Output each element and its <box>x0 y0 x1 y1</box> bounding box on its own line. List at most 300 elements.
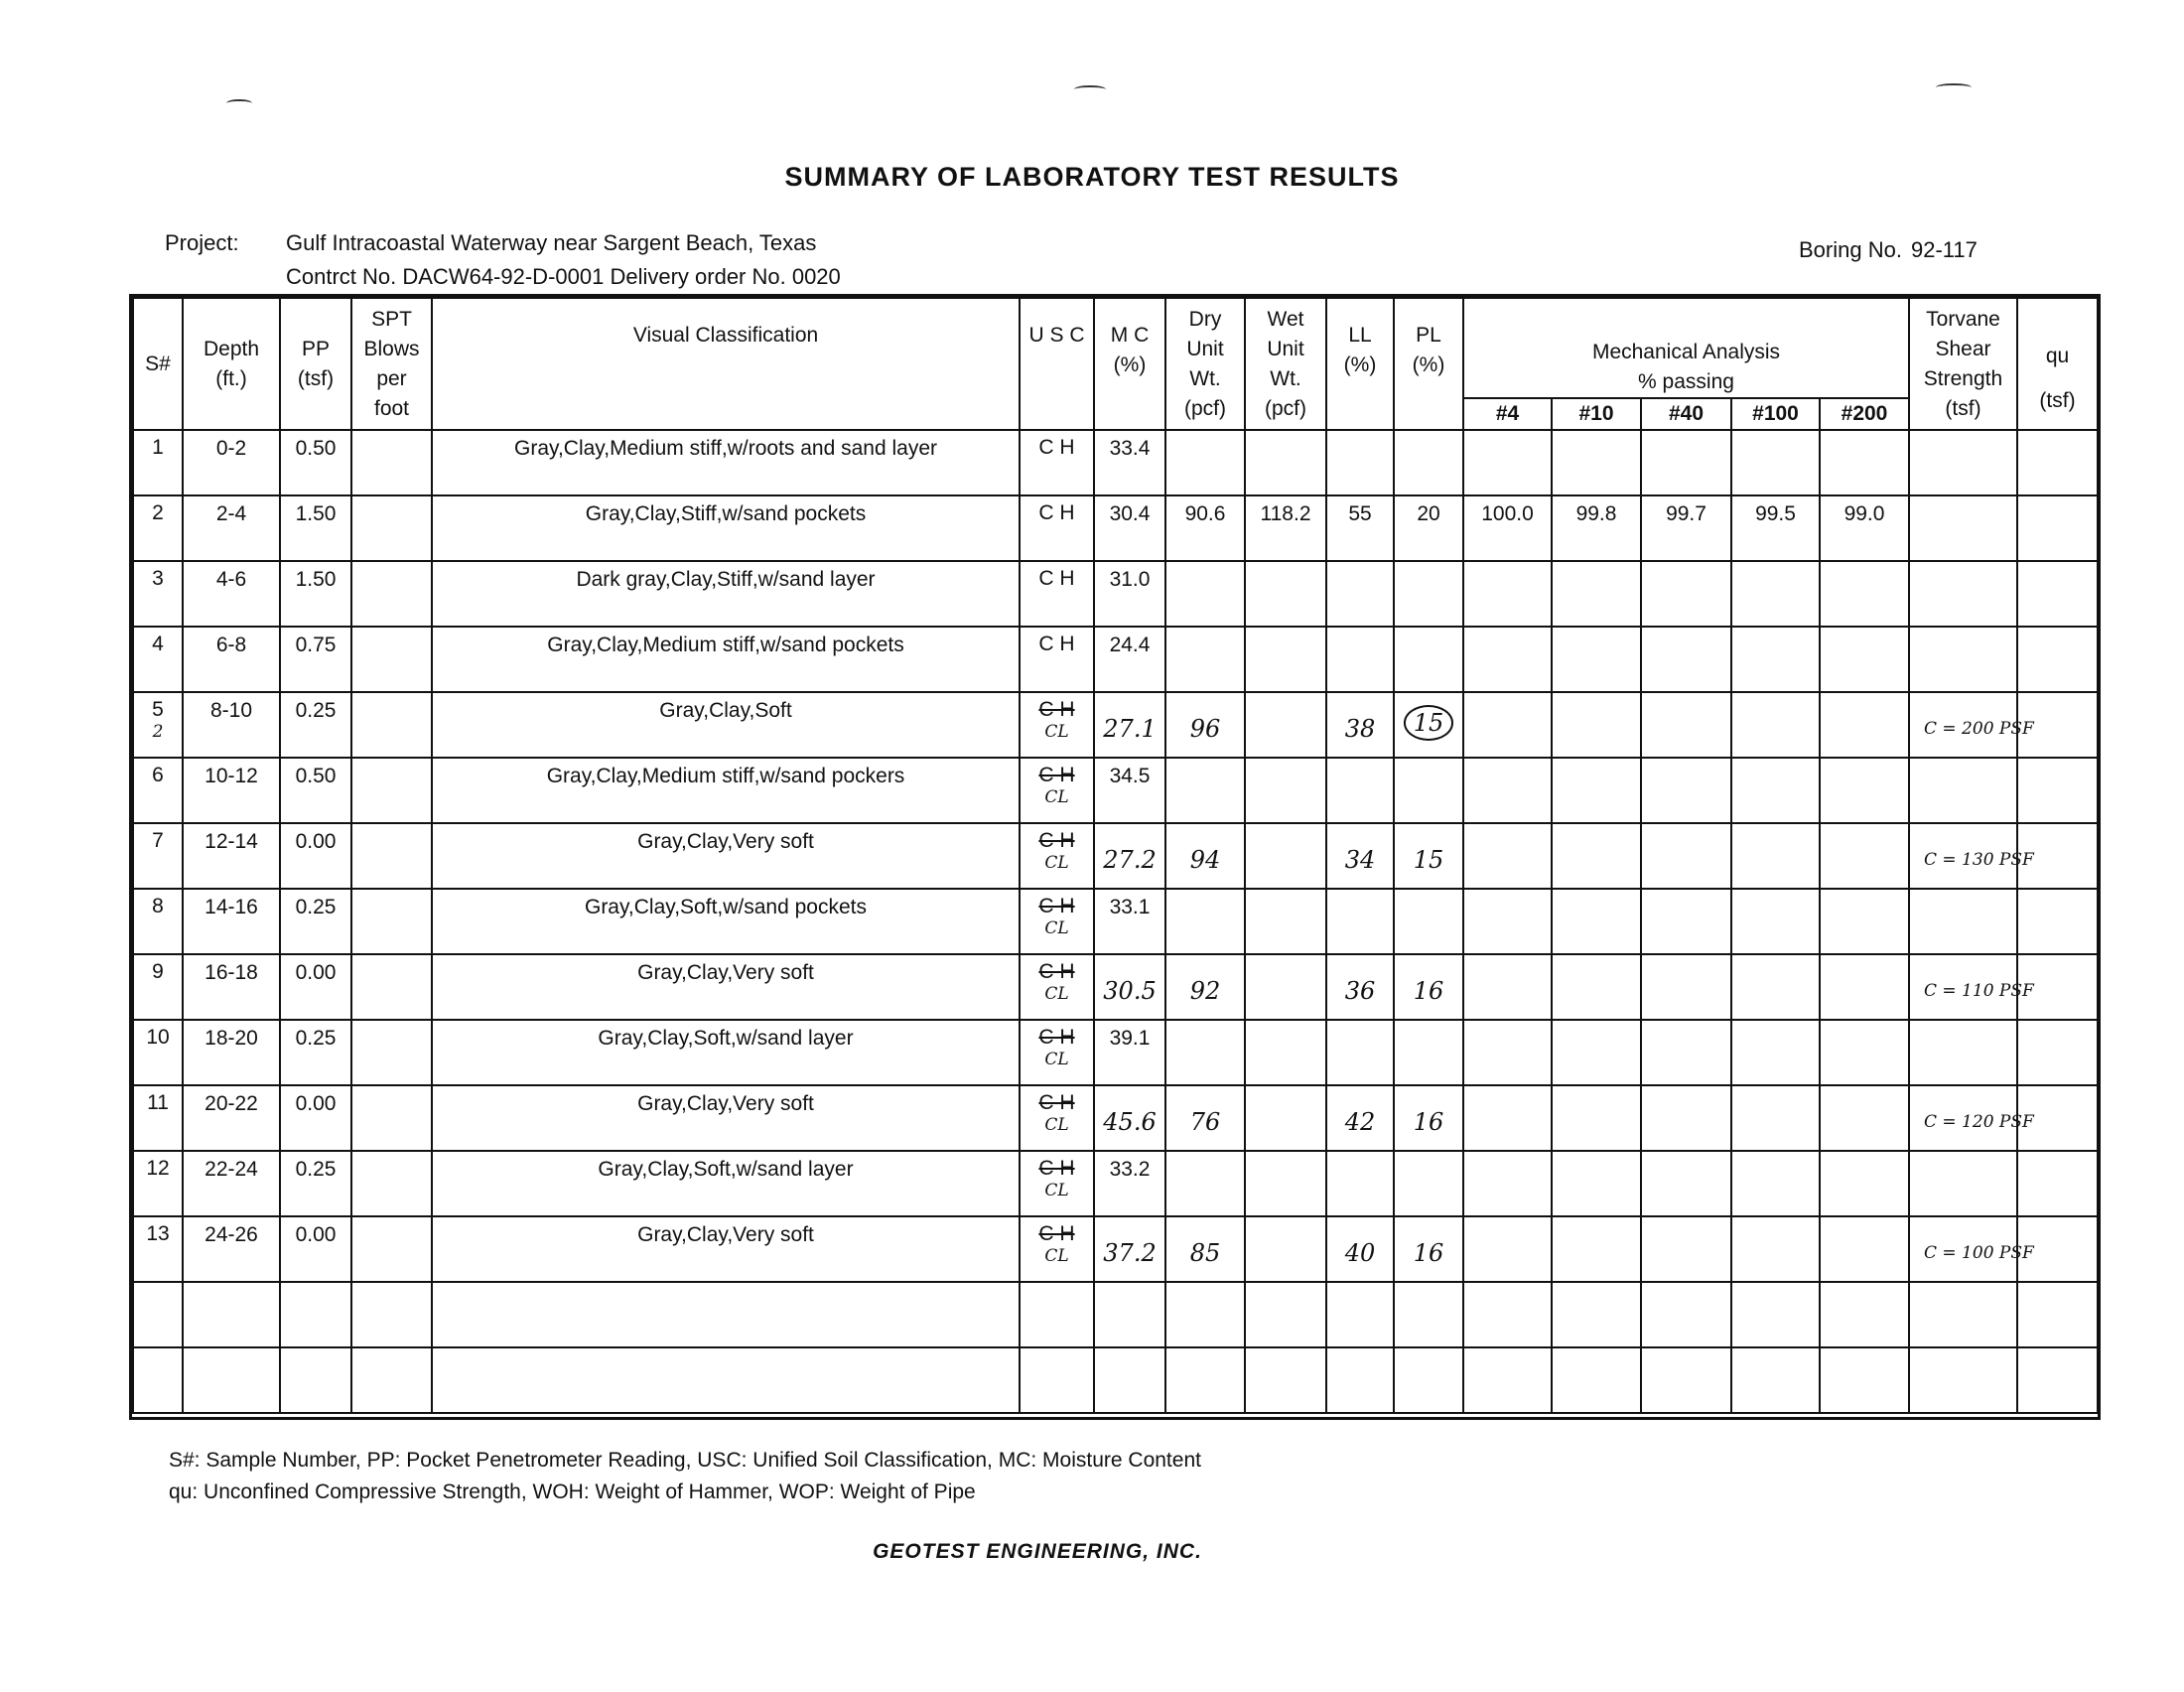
cell-dry-unit-wt <box>1165 430 1245 495</box>
empty-cell <box>183 1347 280 1413</box>
cell-torvane <box>1909 1085 2034 1151</box>
cell-mc <box>1094 954 1165 1020</box>
cell-usc <box>1020 889 1094 954</box>
cell-sample-number <box>133 1020 183 1085</box>
scan-mark <box>1936 83 1972 91</box>
cell-qu <box>2017 430 2098 495</box>
cell-sieve <box>1731 1085 1820 1151</box>
cell-sieve <box>1820 627 1909 692</box>
cell-pp-value: 0.25 <box>295 1027 337 1050</box>
usc-handwritten: CL <box>1044 984 1069 1004</box>
sieve-value: 99.7 <box>1666 502 1706 525</box>
cell-visual-classification <box>432 823 1020 889</box>
cell-mc-value: 45.6 <box>1103 1108 1157 1136</box>
footnote-line-1: S#: Sample Number, PP: Pocket Penetrometer Reading, USC: Unified Soil Classification, MC: Moisture Content <box>169 1449 1201 1472</box>
cell-pp-value: 1.50 <box>295 568 337 591</box>
usc-value: C H <box>1038 436 1075 459</box>
table-row <box>133 627 2098 692</box>
cell-pl <box>1394 561 1463 627</box>
cell-usc <box>1020 954 1094 1020</box>
usc-value: C H <box>1038 764 1075 786</box>
cell-wet-unit-wt <box>1245 627 1326 692</box>
cell-ll <box>1326 627 1394 692</box>
cell-usc <box>1020 758 1094 823</box>
cell-dry-unit-wt <box>1165 1020 1245 1085</box>
visual-classification-text: Gray,Clay,Soft,w/sand layer <box>598 1158 854 1181</box>
cell-mc-value: 30.5 <box>1103 977 1157 1005</box>
cell-ll <box>1326 692 1394 758</box>
cell-pp <box>280 692 351 758</box>
cell-mc-value: 27.1 <box>1103 715 1157 743</box>
cell-depth-value: 6-8 <box>215 634 247 656</box>
cell-torvane <box>1909 889 2017 954</box>
cell-pl-value: 15 <box>1404 705 1454 741</box>
cell-qu <box>2017 627 2098 692</box>
results-table <box>132 297 2099 1414</box>
cell-dry-unit-wt <box>1165 889 1245 954</box>
col-header-mechanical-analysis: Mechanical Analysis % passing <box>1463 298 1909 398</box>
cell-torvane <box>1909 627 2017 692</box>
cell-wet-unit-wt <box>1245 889 1326 954</box>
cell-sieve <box>1641 627 1731 692</box>
cell-depth-value: 8-10 <box>209 699 253 722</box>
sample-number: 8 <box>152 895 164 917</box>
cell-sieve <box>1641 495 1731 561</box>
cell-pp <box>280 954 351 1020</box>
cell-ll-value: 40 <box>1344 1239 1376 1267</box>
usc-handwritten: CL <box>1044 722 1069 742</box>
cell-visual-classification <box>432 561 1020 627</box>
cell-sieve <box>1820 954 1909 1020</box>
cell-wet-unit-wt <box>1245 495 1326 561</box>
visual-classification-text: Gray,Clay,Very soft <box>637 1092 814 1115</box>
cell-wet-unit-wt <box>1245 692 1326 758</box>
col-header-sieve-100: #100 <box>1731 398 1820 430</box>
cell-usc <box>1020 430 1094 495</box>
cell-pl <box>1394 1020 1463 1085</box>
cell-pp-value: 1.50 <box>295 502 337 525</box>
sample-number: 9 <box>152 960 164 983</box>
usc-value: C H <box>1038 895 1075 917</box>
empty-cell <box>1326 1282 1394 1347</box>
cell-dry-unit-wt-value: 76 <box>1189 1108 1221 1136</box>
torvane-handwritten: C = 110 PSF <box>1924 981 2034 1001</box>
usc-value: C H <box>1038 960 1075 983</box>
cell-usc <box>1020 561 1094 627</box>
scan-mark <box>1074 85 1106 93</box>
cell-pp <box>280 561 351 627</box>
usc-stack <box>1021 961 1093 1005</box>
cell-sample-number <box>133 561 183 627</box>
cell-visual-classification <box>432 430 1020 495</box>
cell-visual-classification <box>432 1085 1020 1151</box>
cell-wet-unit-wt <box>1245 430 1326 495</box>
col-header-qu: qu (tsf) <box>2017 298 2098 430</box>
table-row <box>133 1151 2098 1216</box>
empty-cell <box>1909 1282 2017 1347</box>
cell-sample-number <box>133 889 183 954</box>
cell-depth <box>183 1085 280 1151</box>
col-header-sieve-200: #200 <box>1820 398 1909 430</box>
empty-cell <box>1463 1282 1552 1347</box>
cell-mc-value: 34.5 <box>1109 765 1151 787</box>
cell-sieve <box>1641 430 1731 495</box>
usc-handwritten: CL <box>1044 1246 1069 1266</box>
cell-wet-unit-wt <box>1245 1151 1326 1216</box>
cell-sample-number <box>133 1151 183 1216</box>
cell-dry-unit-wt <box>1165 692 1245 758</box>
empty-cell <box>1394 1347 1463 1413</box>
boring-number: 92-117 <box>1911 237 1978 262</box>
cell-sample-number <box>133 954 183 1020</box>
empty-cell <box>432 1347 1020 1413</box>
empty-cell <box>1820 1347 1909 1413</box>
cell-spt <box>351 495 432 561</box>
cell-pp <box>280 495 351 561</box>
empty-cell <box>1020 1347 1094 1413</box>
cell-sieve <box>1731 430 1820 495</box>
cell-mc <box>1094 1020 1165 1085</box>
cell-depth-value: 0-2 <box>215 437 247 460</box>
usc-stack <box>1021 1158 1093 1201</box>
cell-usc <box>1020 1020 1094 1085</box>
cell-torvane <box>1909 561 2017 627</box>
usc-stack <box>1021 765 1093 808</box>
empty-cell <box>1552 1282 1641 1347</box>
sample-number: 4 <box>152 633 164 655</box>
cell-pp <box>280 1151 351 1216</box>
sample-number: 3 <box>152 567 164 590</box>
page-title: SUMMARY OF LABORATORY TEST RESULTS <box>784 162 1400 192</box>
cell-sieve <box>1820 1216 1909 1282</box>
cell-pp-value: 0.50 <box>295 437 337 460</box>
cell-pp-value: 0.00 <box>295 1223 337 1246</box>
usc-handwritten: CL <box>1044 853 1069 873</box>
cell-sample-number <box>133 692 183 758</box>
cell-spt <box>351 758 432 823</box>
cell-pp <box>280 823 351 889</box>
cell-sieve <box>1641 823 1731 889</box>
cell-dry-unit-wt <box>1165 954 1245 1020</box>
cell-mc-value: 37.2 <box>1103 1239 1157 1267</box>
cell-visual-classification <box>432 627 1020 692</box>
cell-pl <box>1394 495 1463 561</box>
sample-number: 1 <box>152 436 164 459</box>
usc-value: C H <box>1038 1157 1075 1180</box>
cell-qu <box>2017 495 2098 561</box>
empty-cell <box>1245 1347 1326 1413</box>
empty-cell <box>280 1282 351 1347</box>
table-row <box>133 1216 2098 1282</box>
cell-qu <box>2017 758 2098 823</box>
boring-label: Boring No. <box>1799 237 1902 262</box>
empty-cell <box>432 1282 1020 1347</box>
cell-spt <box>351 954 432 1020</box>
cell-sieve <box>1463 1020 1552 1085</box>
cell-usc <box>1020 627 1094 692</box>
cell-pp <box>280 889 351 954</box>
cell-dry-unit-wt-value: 92 <box>1189 977 1221 1005</box>
empty-cell <box>280 1347 351 1413</box>
cell-spt <box>351 889 432 954</box>
sample-number: 6 <box>152 764 164 786</box>
sample-number: 2 <box>152 501 164 524</box>
cell-pp-value: 0.25 <box>295 699 337 722</box>
table-row <box>133 1020 2098 1085</box>
cell-mc <box>1094 1216 1165 1282</box>
cell-usc <box>1020 1151 1094 1216</box>
col-header-pl: PL (%) <box>1394 298 1463 430</box>
cell-usc <box>1020 495 1094 561</box>
cell-wet-unit-wt <box>1245 1020 1326 1085</box>
cell-sample-number <box>133 495 183 561</box>
cell-pl-value: 16 <box>1413 1239 1444 1267</box>
cell-sample-number <box>133 1085 183 1151</box>
cell-sieve <box>1641 758 1731 823</box>
table-row <box>133 1085 2098 1151</box>
cell-ll <box>1326 823 1394 889</box>
empty-cell <box>351 1347 432 1413</box>
cell-dry-unit-wt <box>1165 1151 1245 1216</box>
visual-classification-text: Gray,Clay,Soft,w/sand pockets <box>584 896 867 918</box>
cell-sample-number <box>133 430 183 495</box>
cell-ll-value: 34 <box>1344 846 1376 874</box>
cell-depth <box>183 627 280 692</box>
empty-cell <box>1020 1282 1094 1347</box>
cell-pp <box>280 758 351 823</box>
col-header-sieve-40: #40 <box>1641 398 1731 430</box>
cell-sample-number <box>133 627 183 692</box>
cell-sieve <box>1552 1020 1641 1085</box>
cell-depth-value: 2-4 <box>215 502 247 525</box>
cell-mc-value: 33.4 <box>1109 437 1151 460</box>
usc-value: C H <box>1038 567 1075 590</box>
usc-stack <box>1021 568 1093 590</box>
cell-sieve <box>1463 692 1552 758</box>
cell-wet-unit-wt <box>1245 1085 1326 1151</box>
cell-torvane <box>1909 495 2017 561</box>
cell-dry-unit-wt <box>1165 561 1245 627</box>
cell-sieve <box>1552 954 1641 1020</box>
cell-depth <box>183 1020 280 1085</box>
cell-visual-classification <box>432 758 1020 823</box>
cell-mc <box>1094 561 1165 627</box>
cell-dry-unit-wt <box>1165 758 1245 823</box>
company-name: GEOTEST ENGINEERING, INC. <box>873 1540 1202 1563</box>
cell-sieve <box>1552 823 1641 889</box>
empty-cell <box>133 1347 183 1413</box>
cell-usc <box>1020 1085 1094 1151</box>
usc-stack <box>1021 1223 1093 1267</box>
cell-spt <box>351 692 432 758</box>
cell-mc <box>1094 627 1165 692</box>
cell-sieve <box>1463 430 1552 495</box>
cell-sieve <box>1731 1020 1820 1085</box>
cell-dry-unit-wt-value: 94 <box>1189 846 1221 874</box>
cell-dry-unit-wt-value: 85 <box>1189 1239 1221 1267</box>
cell-sieve <box>1641 1020 1731 1085</box>
cell-sieve <box>1463 1151 1552 1216</box>
cell-sieve <box>1731 758 1820 823</box>
sample-number: 10 <box>146 1026 170 1049</box>
cell-mc-value: 33.2 <box>1109 1158 1151 1181</box>
cell-sieve <box>1731 954 1820 1020</box>
cell-pp-value: 0.25 <box>295 896 337 918</box>
cell-visual-classification <box>432 1151 1020 1216</box>
cell-pl <box>1394 954 1463 1020</box>
cell-sieve <box>1641 954 1731 1020</box>
cell-sieve <box>1731 692 1820 758</box>
cell-mc <box>1094 758 1165 823</box>
cell-sieve <box>1820 758 1909 823</box>
cell-pl-value: 15 <box>1413 846 1444 874</box>
cell-sample-number <box>133 758 183 823</box>
cell-mc <box>1094 1151 1165 1216</box>
table-row <box>133 561 2098 627</box>
cell-pl-value: 16 <box>1413 977 1444 1005</box>
cell-sieve <box>1820 692 1909 758</box>
cell-spt <box>351 1151 432 1216</box>
cell-spt <box>351 1085 432 1151</box>
col-header-sieve-10: #10 <box>1552 398 1641 430</box>
cell-ll <box>1326 430 1394 495</box>
visual-classification-text: Gray,Clay,Very soft <box>637 1223 814 1246</box>
cell-sieve <box>1641 1085 1731 1151</box>
scan-mark <box>226 99 252 107</box>
col-header-dry-unit-wt: Dry Unit Wt. (pcf) <box>1165 298 1245 430</box>
empty-cell <box>1094 1347 1165 1413</box>
cell-mc-value: 39.1 <box>1109 1027 1151 1050</box>
cell-visual-classification <box>432 954 1020 1020</box>
cell-sieve <box>1820 889 1909 954</box>
cell-dry-unit-wt <box>1165 495 1245 561</box>
footnote-line-2: qu: Unconfined Compressive Strength, WOH: Weight of Hammer, WOP: Weight of Pipe <box>169 1480 976 1503</box>
usc-stack <box>1021 830 1093 874</box>
cell-pp <box>280 1085 351 1151</box>
visual-classification-text: Gray,Clay,Stiff,w/sand pockets <box>585 502 867 525</box>
cell-spt <box>351 430 432 495</box>
cell-qu <box>2017 1020 2098 1085</box>
cell-pp <box>280 627 351 692</box>
cell-sample-number <box>133 1216 183 1282</box>
cell-pl <box>1394 430 1463 495</box>
cell-qu <box>2017 1151 2098 1216</box>
cell-pp-value: 0.00 <box>295 961 337 984</box>
cell-qu <box>2017 889 2098 954</box>
cell-sieve <box>1552 1085 1641 1151</box>
usc-handwritten: CL <box>1044 1050 1069 1069</box>
cell-spt <box>351 627 432 692</box>
col-header-spt: SPT Blows per foot <box>351 298 432 430</box>
project-label: Project: <box>165 230 239 255</box>
usc-stack <box>1021 1027 1093 1070</box>
usc-stack <box>1021 502 1093 524</box>
empty-cell <box>1820 1282 1909 1347</box>
cell-depth <box>183 495 280 561</box>
cell-sieve <box>1463 758 1552 823</box>
cell-sieve <box>1731 1216 1820 1282</box>
usc-value: C H <box>1038 698 1075 721</box>
cell-ll <box>1326 1085 1394 1151</box>
cell-depth <box>183 954 280 1020</box>
empty-cell <box>1641 1347 1731 1413</box>
cell-sieve <box>1463 1085 1552 1151</box>
cell-pp-value: 0.00 <box>295 830 337 853</box>
cell-depth <box>183 430 280 495</box>
cell-ll <box>1326 561 1394 627</box>
cell-sieve <box>1820 823 1909 889</box>
cell-torvane <box>1909 823 2034 889</box>
cell-pl <box>1394 1085 1463 1151</box>
cell-wet-unit-wt <box>1245 823 1326 889</box>
cell-sieve <box>1552 1151 1641 1216</box>
cell-qu <box>2017 561 2098 627</box>
cell-mc <box>1094 692 1165 758</box>
empty-cell <box>1245 1282 1326 1347</box>
table-row-blank <box>133 1282 2098 1347</box>
cell-sieve <box>1463 627 1552 692</box>
cell-pl <box>1394 1216 1463 1282</box>
cell-visual-classification <box>432 692 1020 758</box>
cell-visual-classification <box>432 1216 1020 1282</box>
cell-sieve <box>1820 430 1909 495</box>
cell-ll <box>1326 1151 1394 1216</box>
sample-number: 13 <box>146 1222 170 1245</box>
empty-cell <box>1463 1347 1552 1413</box>
empty-cell <box>1165 1282 1245 1347</box>
cell-sieve <box>1731 889 1820 954</box>
contract-info: Contrct No. DACW64-92-D-0001 Delivery order No. 0020 <box>286 264 841 289</box>
empty-cell <box>1326 1347 1394 1413</box>
cell-ll-value: 36 <box>1344 977 1376 1005</box>
sample-number: 11 <box>147 1091 169 1114</box>
cell-dry-unit-wt <box>1165 823 1245 889</box>
visual-classification-text: Gray,Clay,Very soft <box>637 961 814 984</box>
usc-stack <box>1021 896 1093 939</box>
sample-number: 12 <box>146 1157 170 1180</box>
table-row <box>133 889 2098 954</box>
cell-ll <box>1326 889 1394 954</box>
cell-sieve <box>1552 561 1641 627</box>
cell-depth-value: 14-16 <box>205 896 258 918</box>
sieve-value: 100.0 <box>1481 502 1534 525</box>
cell-sieve <box>1820 1020 1909 1085</box>
cell-sieve <box>1552 692 1641 758</box>
empty-cell <box>1165 1347 1245 1413</box>
empty-cell <box>1909 1347 2017 1413</box>
empty-cell <box>1731 1347 1820 1413</box>
cell-pl <box>1394 823 1463 889</box>
usc-value: C H <box>1038 1222 1075 1245</box>
col-header-ll: LL (%) <box>1326 298 1394 430</box>
visual-classification-text: Gray,Clay,Soft,w/sand layer <box>598 1027 854 1050</box>
cell-spt <box>351 1020 432 1085</box>
cell-torvane <box>1909 430 2017 495</box>
sieve-value: 99.5 <box>1755 502 1796 525</box>
cell-sieve <box>1463 495 1552 561</box>
usc-stack <box>1021 634 1093 655</box>
empty-cell <box>2017 1282 2098 1347</box>
cell-pp-value: 0.50 <box>295 765 337 787</box>
cell-depth-value: 12-14 <box>205 830 258 853</box>
cell-pl <box>1394 758 1463 823</box>
cell-sieve <box>1463 561 1552 627</box>
table-row <box>133 954 2098 1020</box>
visual-classification-text: Gray,Clay,Very soft <box>637 830 814 853</box>
usc-value: C H <box>1038 1026 1075 1049</box>
cell-ll-value: 42 <box>1344 1108 1376 1136</box>
cell-ll <box>1326 1216 1394 1282</box>
